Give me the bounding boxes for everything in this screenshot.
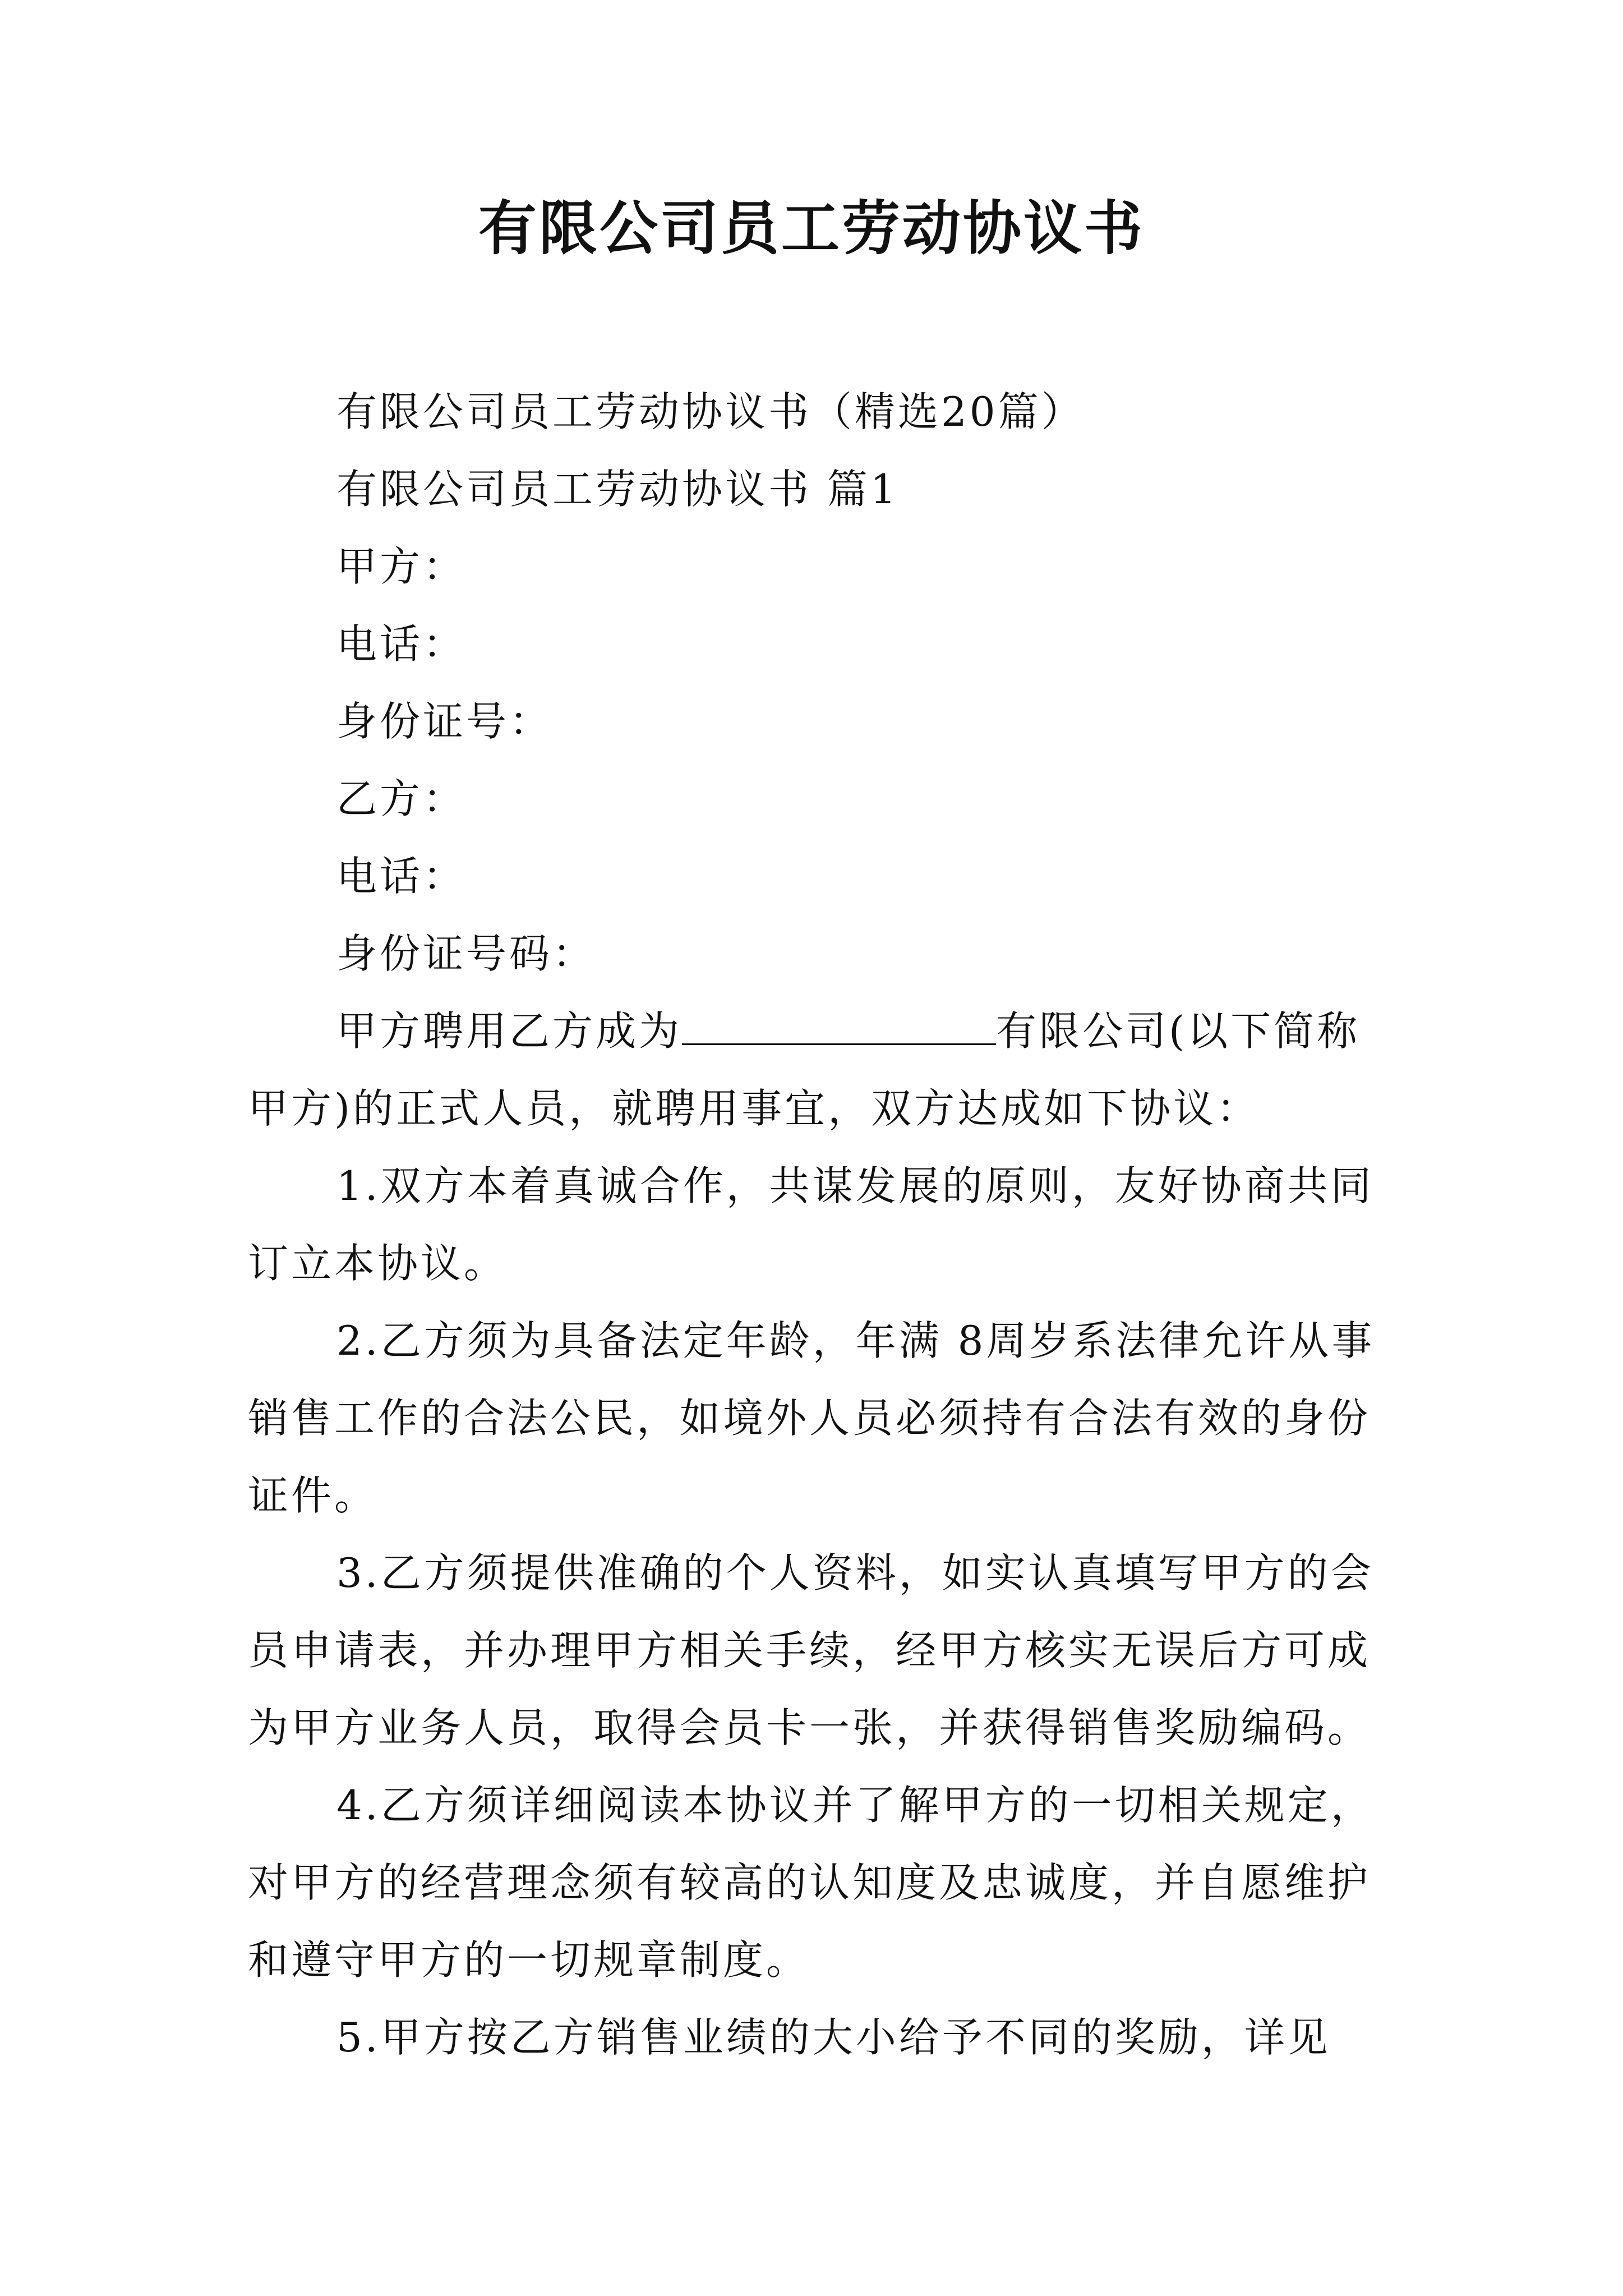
clause-line: 销售工作的合法公民，如境外人员必须持有合法有效的身份 <box>248 1395 1371 1442</box>
clause-line: 1.双方本着真诚合作，共谋发展的原则，友好协商共同 <box>336 1162 1374 1209</box>
document-title: 有限公司员工劳动协议书 <box>478 194 1145 263</box>
clause-5 <box>248 1999 1386 2076</box>
intro-line-1 <box>248 992 1386 1070</box>
clause-line: 和遵守甲方的一切规章制度。 <box>248 1936 810 1984</box>
field-phone-b: 电话： <box>336 853 467 900</box>
clause-line: 2.乙方须为具备法定年龄，年满 8周岁系法律允许从事 <box>336 1317 1375 1364</box>
clause-line: 5.甲方按乙方销售业绩的大小给予不同的奖励，详见 <box>336 2014 1331 2061</box>
clause-line: 为甲方业务人员，取得会员卡一张，并获得销售奖励编码。 <box>248 1704 1371 1751</box>
field-phone-a: 电话： <box>336 620 467 668</box>
clause-1 <box>248 1147 1386 1302</box>
clause-line: 订立本协议。 <box>248 1240 508 1287</box>
company-name-blank <box>682 1004 996 1045</box>
clause-line: 3.乙方须提供准确的个人资料，如实认真填写甲方的会 <box>336 1549 1374 1596</box>
clause-line: 证件。 <box>248 1472 378 1519</box>
clause-2 <box>248 1302 1386 1534</box>
field-id-b: 身份证号码： <box>336 930 596 977</box>
intro-after-blank: 有限公司(以下简称 <box>996 1007 1361 1055</box>
intro-before-blank: 甲方聘用乙方成为 <box>336 1007 683 1055</box>
field-party-a: 甲方： <box>336 543 467 590</box>
intro-line-2: 甲方)的正式人员，就聘用事宜，双方达成如下协议： <box>248 1085 1260 1132</box>
document-body <box>248 373 1386 2076</box>
section-heading: 有限公司员工劳动协议书 篇1 <box>336 466 899 513</box>
clause-line: 对甲方的经营理念须有较高的认知度及忠诚度，并自愿维护 <box>248 1859 1371 1906</box>
clause-3 <box>248 1534 1386 1766</box>
clause-4 <box>248 1766 1386 1999</box>
field-party-b: 乙方： <box>336 775 467 822</box>
clause-line: 员申请表，并办理甲方相关手续，经甲方核实无误后方可成 <box>248 1627 1371 1674</box>
field-id-a: 身份证号： <box>336 698 553 745</box>
subtitle: 有限公司员工劳动协议书（精选20篇） <box>336 388 1085 435</box>
clause-line: 4.乙方须详细阅读本协议并了解甲方的一切相关规定， <box>336 1782 1374 1829</box>
